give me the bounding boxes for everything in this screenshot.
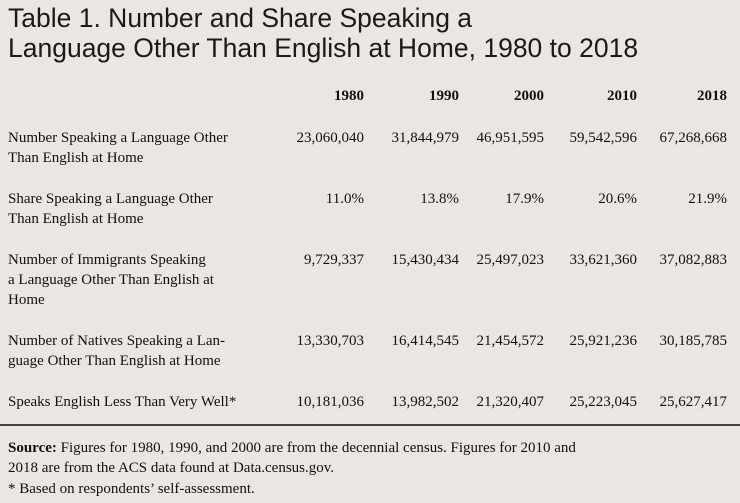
cell-1990: 16,414,545 xyxy=(391,333,459,349)
cell-2010: 33,621,360 xyxy=(569,252,637,268)
row-label-line: Speaks English Less Than Very Well* xyxy=(8,394,237,410)
row-label xyxy=(8,250,283,310)
row-label xyxy=(8,189,283,229)
row-label-line: Than English at Home xyxy=(8,211,144,227)
row-label-line: Than English at Home xyxy=(8,150,144,166)
cell-2000: 21,320,407 xyxy=(476,394,544,410)
cell-2018: 67,268,668 xyxy=(659,130,727,146)
row-label xyxy=(8,128,283,168)
footer-divider xyxy=(0,424,740,426)
cell-2000: 46,951,595 xyxy=(476,130,544,146)
row-label-line: Home xyxy=(8,292,45,308)
cell-1980: 23,060,040 xyxy=(296,130,364,146)
row-label-line: Number of Immigrants Speaking xyxy=(8,252,206,268)
footnote: * Based on respondents’ self-assessment. xyxy=(8,481,255,497)
cell-2000: 17.9% xyxy=(505,191,544,207)
cell-1990: 15,430,434 xyxy=(391,252,459,268)
cell-1990: 31,844,979 xyxy=(391,130,459,146)
year-header-2018: 2018 xyxy=(697,88,727,104)
cell-2010: 25,921,236 xyxy=(569,333,637,349)
row-label xyxy=(8,392,283,412)
cell-2000: 21,454,572 xyxy=(476,333,544,349)
year-header-1990: 1990 xyxy=(429,88,459,104)
cell-2000: 25,497,023 xyxy=(476,252,544,268)
row-label-line: Number of Natives Speaking a Lan- xyxy=(8,333,226,349)
cell-1980: 11.0% xyxy=(325,191,364,207)
title-line-2: Language Other Than English at Home, 1980 to 2018 xyxy=(8,33,639,63)
row-label-line: guage Other Than English at Home xyxy=(8,353,221,369)
cell-2018: 25,627,417 xyxy=(659,394,727,410)
cell-2010: 25,223,045 xyxy=(569,394,637,410)
year-header-2000: 2000 xyxy=(514,88,544,104)
year-header-2010: 2010 xyxy=(607,88,637,104)
year-header-1980: 1980 xyxy=(334,88,364,104)
cell-1990: 13.8% xyxy=(420,191,459,207)
title-line-1: Table 1. Number and Share Speaking a xyxy=(8,3,473,33)
row-label-line: Number Speaking a Language Other xyxy=(8,130,228,146)
cell-1990: 13,982,502 xyxy=(391,394,459,410)
table-title xyxy=(8,3,728,63)
cell-2018: 21.9% xyxy=(688,191,727,207)
source-note xyxy=(8,438,733,478)
row-label-line: a Language Other Than English at xyxy=(8,272,214,288)
cell-1980: 9,729,337 xyxy=(304,252,364,268)
source-text-line-1: Figures for 1980, 1990, and 2000 are from the decennial census. Figures for 2010 and xyxy=(56,440,576,456)
source-label: Source: xyxy=(8,440,57,456)
row-label-line: Share Speaking a Language Other xyxy=(8,191,213,207)
cell-2010: 20.6% xyxy=(598,191,637,207)
row-label xyxy=(8,331,283,371)
cell-2018: 37,082,883 xyxy=(659,252,727,268)
cell-1980: 10,181,036 xyxy=(296,394,364,410)
cell-1980: 13,330,703 xyxy=(296,333,364,349)
cell-2018: 30,185,785 xyxy=(659,333,727,349)
cell-2010: 59,542,596 xyxy=(569,130,637,146)
source-text-line-2: 2018 are from the ACS data found at Data.census.gov. xyxy=(8,460,335,476)
